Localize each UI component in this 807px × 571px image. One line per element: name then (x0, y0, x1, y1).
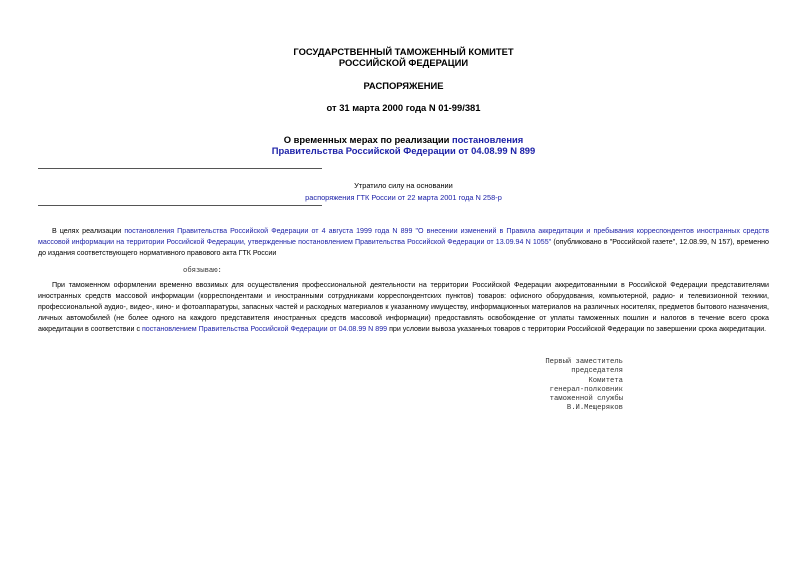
status-link[interactable]: распоряжения ГТК России от 22 марта 2001 года N 258-р (305, 193, 502, 202)
main-paragraph (38, 280, 769, 335)
preamble-text-after: (опубликовано в "Российской газете", 12.08.99, N 157), временно до издания соответствующего нормативного правового акта ГТК России (38, 237, 769, 257)
document-type: РАСПОРЯЖЕНИЕ (363, 80, 444, 91)
divider-top (38, 168, 322, 169)
signature-line4: таможенной службы (549, 395, 623, 404)
committee-name-line2: РОССИЙСКОЙ ФЕДЕРАЦИИ (338, 57, 469, 68)
main-text-before: При таможенном оформлении временно ввозимых для осуществления профессиональной деятельности на территории Российской Федерации аккредитованными в Российской Федерации представителями иностранных средств массовой информации (корреспондентами и иностранными сотрудниками корреспондентских пунктов) товаров: офисного оборудования, компьютерной, радио- и телевизионной техники, профессиональной аудио-, видео-, кино- и фотоаппаратуры, запасных частей и расходных материалов к указанному имуществу, информационных материалов на различных носителях, предметов бытового назначения, личных автомобилей (не более одного на каждого представителя иностранных средств массовой информации) предоставлять освобождение от уплаты таможенных пошлин и налогов в течение всего срока аккредитации в соответствии с (38, 281, 769, 333)
signature-line5: В.И.Мещеряков (566, 404, 623, 413)
signature-line1: Первый заместитель (545, 358, 623, 366)
document-date-number: от 31 марта 2000 года N 01-99/381 (326, 102, 481, 113)
document-title (0, 134, 807, 156)
status-note (0, 181, 807, 202)
title-prefix: О временных мерах по реализации (283, 134, 452, 145)
title-link-part2[interactable]: Правительства Российской Федерации от 04.08.99 N 899 (271, 145, 536, 156)
title-link-part1[interactable]: постановления (451, 134, 524, 145)
status-line: Утратило силу на основании (354, 181, 453, 190)
main-text-after: при условии вывоза указанных товаров с территории Российской Федерации по завершении срока аккредитации. (387, 324, 767, 333)
preamble-link[interactable]: постановления Правительства Российской Федерации от 4 августа 1999 года N 899 "О внесении изменений в Правила аккредитации и пребывания корреспондентов иностранных средств массовой информации на территории Российской Федерации, утвержденные постановлением Правительства Российской Федерации от 13.09.94 N 1055" (38, 227, 769, 246)
committee-name-line1: ГОСУДАРСТВЕННЫЙ ТАМОЖЕННЫЙ КОМИТЕТ (293, 46, 514, 57)
preamble-paragraph (38, 226, 769, 259)
signature-line3: генерал-полковник (549, 385, 623, 394)
obligate-word: обязываю: (183, 267, 222, 275)
signature-block (537, 358, 623, 414)
divider-bottom (38, 205, 322, 206)
signature-line2: председателя Комитета (571, 367, 623, 385)
main-link[interactable]: постановлением Правительства Российской Федерации от 04.08.99 N 899 (141, 324, 388, 333)
preamble-text-before: В целях реализации (52, 227, 125, 235)
